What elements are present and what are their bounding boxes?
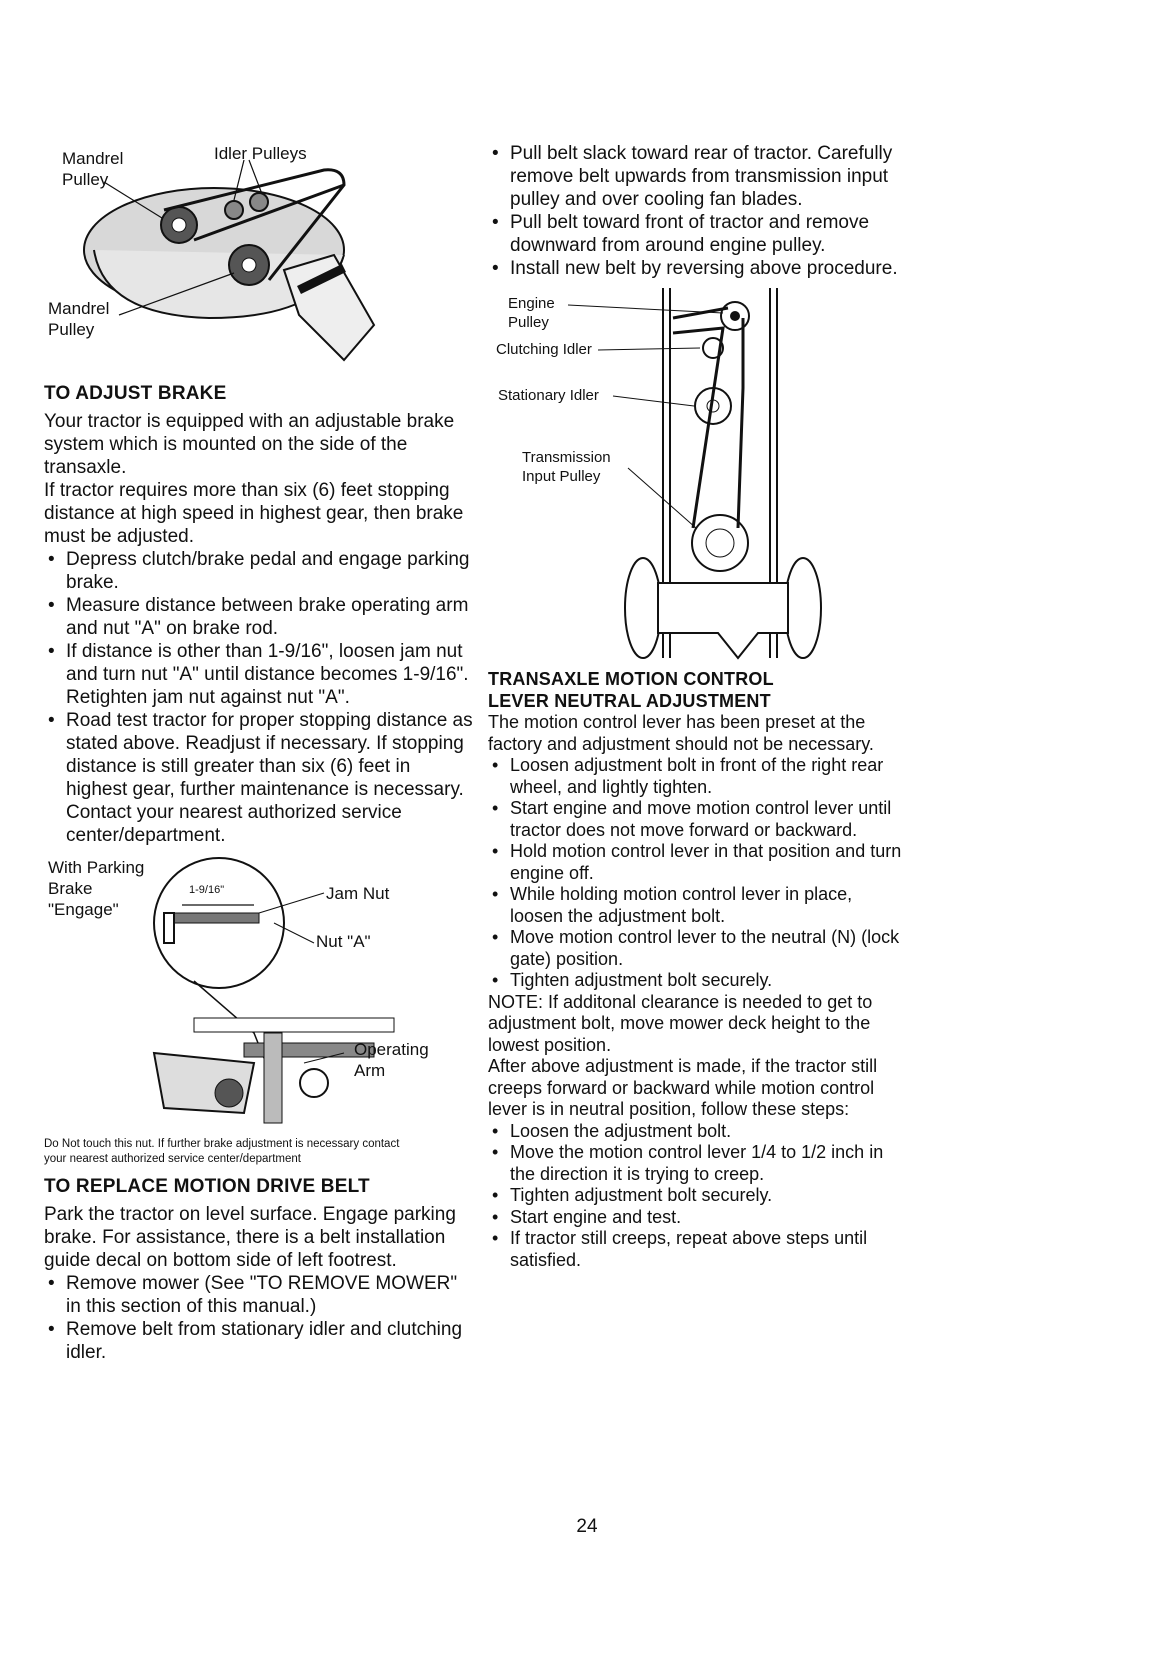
list-item: • Install new belt by reversing above procedure. — [488, 257, 908, 280]
list-item: • Start engine and move motion control lever until tractor does not move forward or backward. — [488, 798, 908, 841]
transmission-input-pulley-label: Transmission Input Pulley — [522, 449, 611, 485]
replace-belt-steps — [44, 1272, 474, 1364]
belt-removal-steps — [488, 142, 908, 280]
list-item: • Remove belt from stationary idler and clutching idler. — [44, 1318, 474, 1364]
replace-belt-heading: TO REPLACE MOTION DRIVE BELT — [44, 1176, 370, 1197]
list-item: • Start engine and test. — [488, 1207, 908, 1229]
list-item: • Move the motion control lever 1/4 to 1/2 inch in the direction it is trying to creep. — [488, 1142, 908, 1185]
stationary-idler-label: Stationary Idler — [498, 387, 599, 404]
list-item: • If distance is other than 1-9/16", loosen jam nut and turn nut "A" until distance becomes 1-9/16". Retighten jam nut against nut "A". — [44, 640, 474, 709]
idler-pulleys-label: Idler Pulleys — [214, 144, 307, 163]
right-column — [488, 142, 908, 1271]
jam-nut-label: Jam Nut — [326, 884, 390, 903]
replace-belt-para: Park the tractor on level surface. Engage parking brake. For assistance, there is a belt installation guide decal on bottom side of left footrest. — [44, 1204, 456, 1271]
nut-a-label: Nut "A" — [316, 932, 371, 951]
mower-deck-figure — [44, 140, 444, 380]
list-item: • Remove mower (See "TO REMOVE MOWER" in this section of this manual.) — [44, 1272, 474, 1318]
brake-caption: Do Not touch this nut. If further brake adjustment is necessary contact your nearest authorized service center/department — [44, 1138, 400, 1165]
list-item: • Pull belt toward front of tractor and remove downward from around engine pulley. — [488, 211, 908, 257]
transaxle-after: After above adjustment is made, if the tractor still creeps forward or backward while motion control lever is in neutral position, follow these steps: — [488, 1056, 878, 1119]
mandrel-pulley-top-label: Mandrel Pulley — [62, 149, 124, 189]
transaxle-steps — [488, 755, 908, 992]
left-column — [44, 140, 474, 1364]
clutching-idler-label: Clutching Idler — [496, 341, 592, 358]
dimension-label: 1-9/16" — [189, 884, 225, 896]
page-number: 24 — [576, 1516, 598, 1537]
list-item: • While holding motion control lever in place, loosen the adjustment bolt. — [488, 884, 908, 927]
list-item: • Loosen the adjustment bolt. — [488, 1121, 908, 1143]
list-item: • Measure distance between brake operating arm and nut "A" on brake rod. — [44, 594, 474, 640]
list-item: • Pull belt slack toward rear of tractor. Carefully remove belt upwards from transmission input pulley and over cooling fan blades. — [488, 142, 908, 211]
list-item: • Depress clutch/brake pedal and engage parking brake. — [44, 548, 474, 594]
list-item: • Loosen adjustment bolt in front of the right rear wheel, and lightly tighten. — [488, 755, 908, 798]
mandrel-pulley-bottom-label: Mandrel Pulley — [48, 299, 110, 339]
brake-figure — [44, 853, 444, 1133]
transaxle-intro: The motion control lever has been preset at the factory and adjustment should not be necessary. — [488, 712, 874, 754]
adjust-brake-heading: TO ADJUST BRAKE — [44, 383, 227, 404]
list-item: • Road test tractor for proper stopping distance as stated above. Readjust if necessary. If stopping distance is still greater than six (6) feet in highest gear, further maintenance is necessary. Contact your nearest authorized service center/department. — [44, 709, 474, 847]
list-item: • Hold motion control lever in that position and turn engine off. — [488, 841, 908, 884]
transaxle-heading: TRANSAXLE MOTION CONTROL LEVER NEUTRAL ADJUSTMENT — [488, 669, 774, 711]
engine-pulley-label: Engine Pulley — [508, 295, 555, 331]
list-item: • If tractor still creeps, repeat above steps until satisfied. — [488, 1228, 908, 1271]
transaxle-note: NOTE: If additonal clearance is needed to get to adjustment bolt, move mower deck height to the lowest position. — [488, 991, 873, 1055]
adjust-brake-para2: If tractor requires more than six (6) feet stopping distance at high speed in highest gear, then brake must be adjusted. — [44, 480, 464, 547]
with-parking-brake-label: With Parking Brake "Engage" — [48, 858, 145, 919]
list-item: • Tighten adjustment bolt securely. — [488, 1185, 908, 1207]
creep-fix-steps — [488, 1121, 908, 1272]
operating-arm-label: Operating Arm — [354, 1040, 429, 1080]
belt-routing-figure — [488, 288, 888, 668]
adjust-brake-steps — [44, 548, 474, 847]
adjust-brake-para1: Your tractor is equipped with an adjustable brake system which is mounted on the side of the transaxle. — [44, 411, 455, 478]
list-item: • Move motion control lever to the neutral (N) (lock gate) position. — [488, 927, 908, 970]
list-item: • Tighten adjustment bolt securely. — [488, 970, 908, 992]
